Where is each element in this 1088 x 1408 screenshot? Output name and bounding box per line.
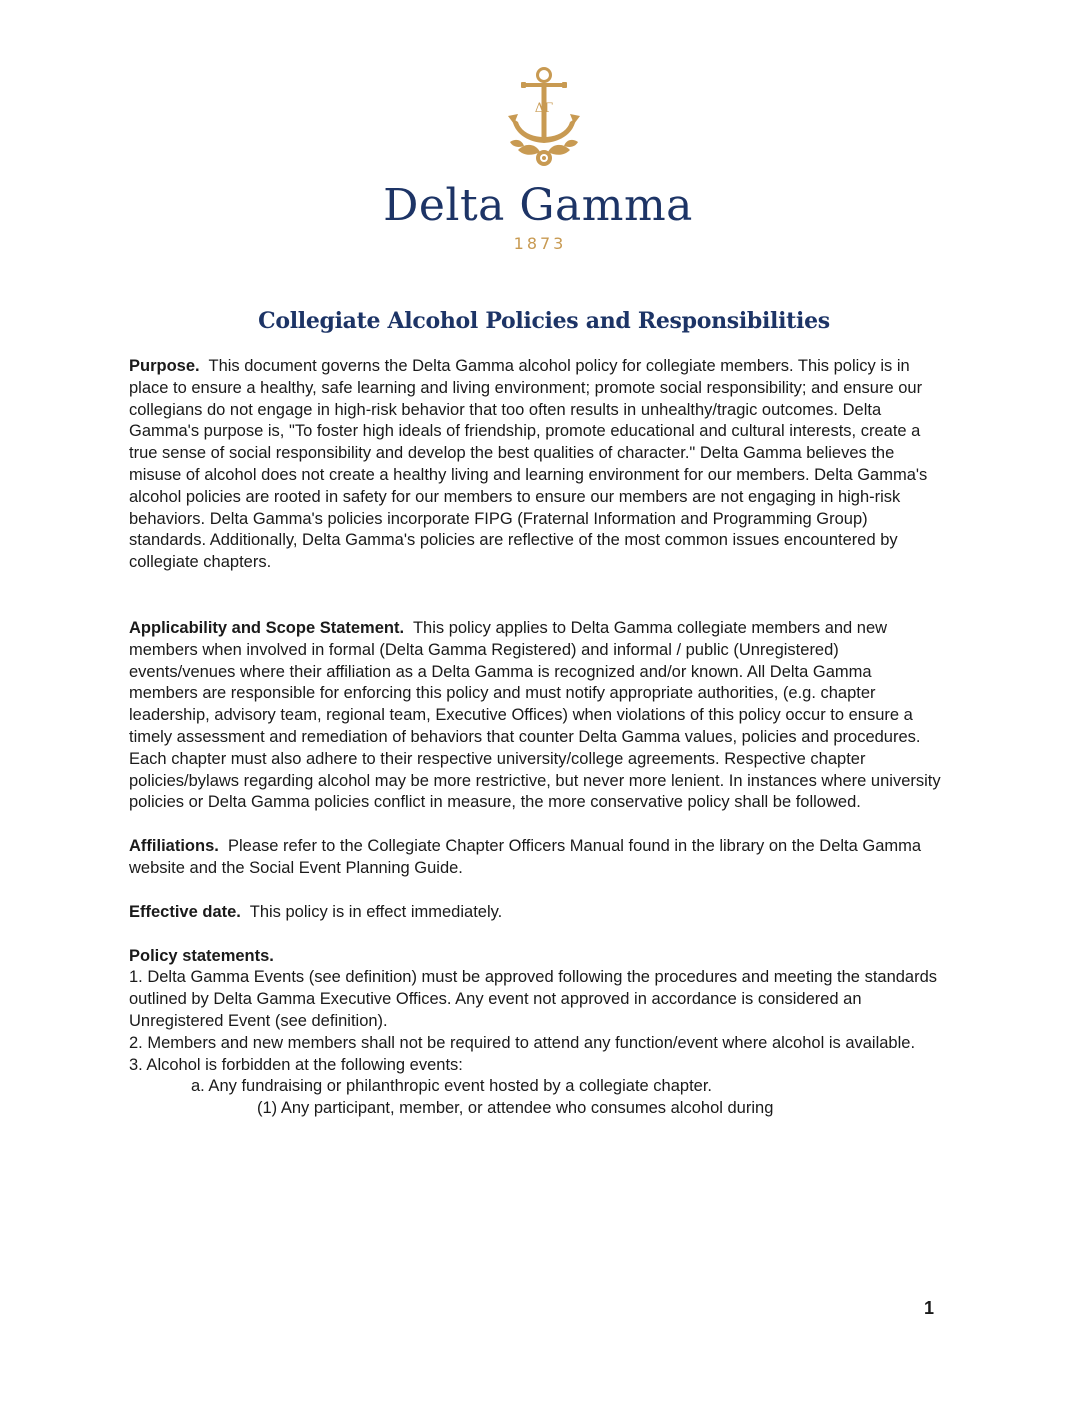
affiliations-heading: Affiliations.: [129, 837, 219, 856]
logo-year: 1873: [513, 234, 567, 253]
delta-gamma-logo: [0, 66, 1088, 253]
document-body: [129, 356, 941, 1120]
purpose-heading: Purpose.: [129, 357, 200, 375]
document-title: Collegiate Alcohol Policies and Responsibilities: [258, 308, 830, 334]
policy-item-3: 3. Alcohol is forbidden at the following events:: [129, 1055, 463, 1074]
applicability-text: This policy applies to Delta Gamma collegiate members and new members when involved in formal (Delta Gamma Registered) and informal / public (Unregistered) events/venues where their affiliation as a Delta Gamma is recognized and/or known. All Delta Gamma members are responsible for enforcing this policy and must notify appropriate authorities, (e.g. chapter leadership, advisory team, regional team, Executive Offices) when violations of this policy occur to ensure a timely assessment and remediation of behaviors that counter Delta Gamma values, policies and procedures. Each chapter must also adhere to their respective university/college agreements. Respective chapter policies/bylaws regarding alcohol may be more restrictive, but never more lenient. In instances where university policies or Delta Gamma policies conflict in measure, the more conservative policy shall be followed.: [129, 618, 941, 812]
anchor-icon: [504, 66, 584, 174]
policy-item-1: 1. Delta Gamma Events (see definition) must be approved following the procedures and meeting the standards outlined by Delta Gamma Executive Offices. Any event not approved in accordance is considered an Unregistered Event (see definition).: [129, 968, 938, 1030]
affiliations-paragraph: [129, 836, 941, 880]
policy-item-3a: a. Any fundraising or philanthropic event hosted by a collegiate chapter.: [191, 1077, 713, 1096]
effective-date-heading: Effective date.: [129, 902, 241, 921]
applicability-heading: Applicability and Scope Statement.: [129, 618, 405, 637]
purpose-text: This document governs the Delta Gamma alcohol policy for collegiate members. This policy is in place to ensure a healthy, safe learning and living environment; promote social responsibility; and ensure our collegians do not engage in high-risk behavior that too often results in unhealthy/tragic outcomes. Delta Gamma's purpose is, "To foster high ideals of friendship, promote educational and cultural interests, create a true sense of social responsibility and develop the best qualities of character." Delta Gamma believes the misuse of alcohol does not create a healthy living and learning environment for our members. Delta Gamma's alcohol policies are rooted in safety for our members to ensure our members are not engaging in high-risk behaviors. Delta Gamma's policies incorporate FIPG (Fraternal Information and Programming Group) standards. Additionally, Delta Gamma's policies are reflective of the most common issues encountered by collegiate chapters.: [129, 357, 928, 572]
policy-item-2: 2. Members and new members shall not be required to attend any function/event where alcohol is available.: [129, 1033, 916, 1052]
policy-statements-heading-text: Policy statements.: [129, 946, 274, 965]
applicability-paragraph: [129, 618, 941, 814]
page-number: 1: [924, 1298, 935, 1318]
affiliations-text: Please refer to the Collegiate Chapter Officers Manual found in the library on the Delta Gamma website and the Social Event Planning Guide.: [129, 837, 922, 877]
effective-date-text: This policy is in effect immediately.: [249, 902, 503, 921]
effective-date-paragraph: [129, 902, 941, 924]
logo-wordmark: Delta Gamma: [383, 180, 693, 231]
policy-item-3a-1: (1) Any participant, member, or attendee who consumes alcohol during: [257, 1099, 774, 1118]
policy-statements-heading: [129, 946, 941, 968]
purpose-paragraph: [129, 356, 941, 574]
logo-letters: ΔΓ: [534, 101, 554, 116]
